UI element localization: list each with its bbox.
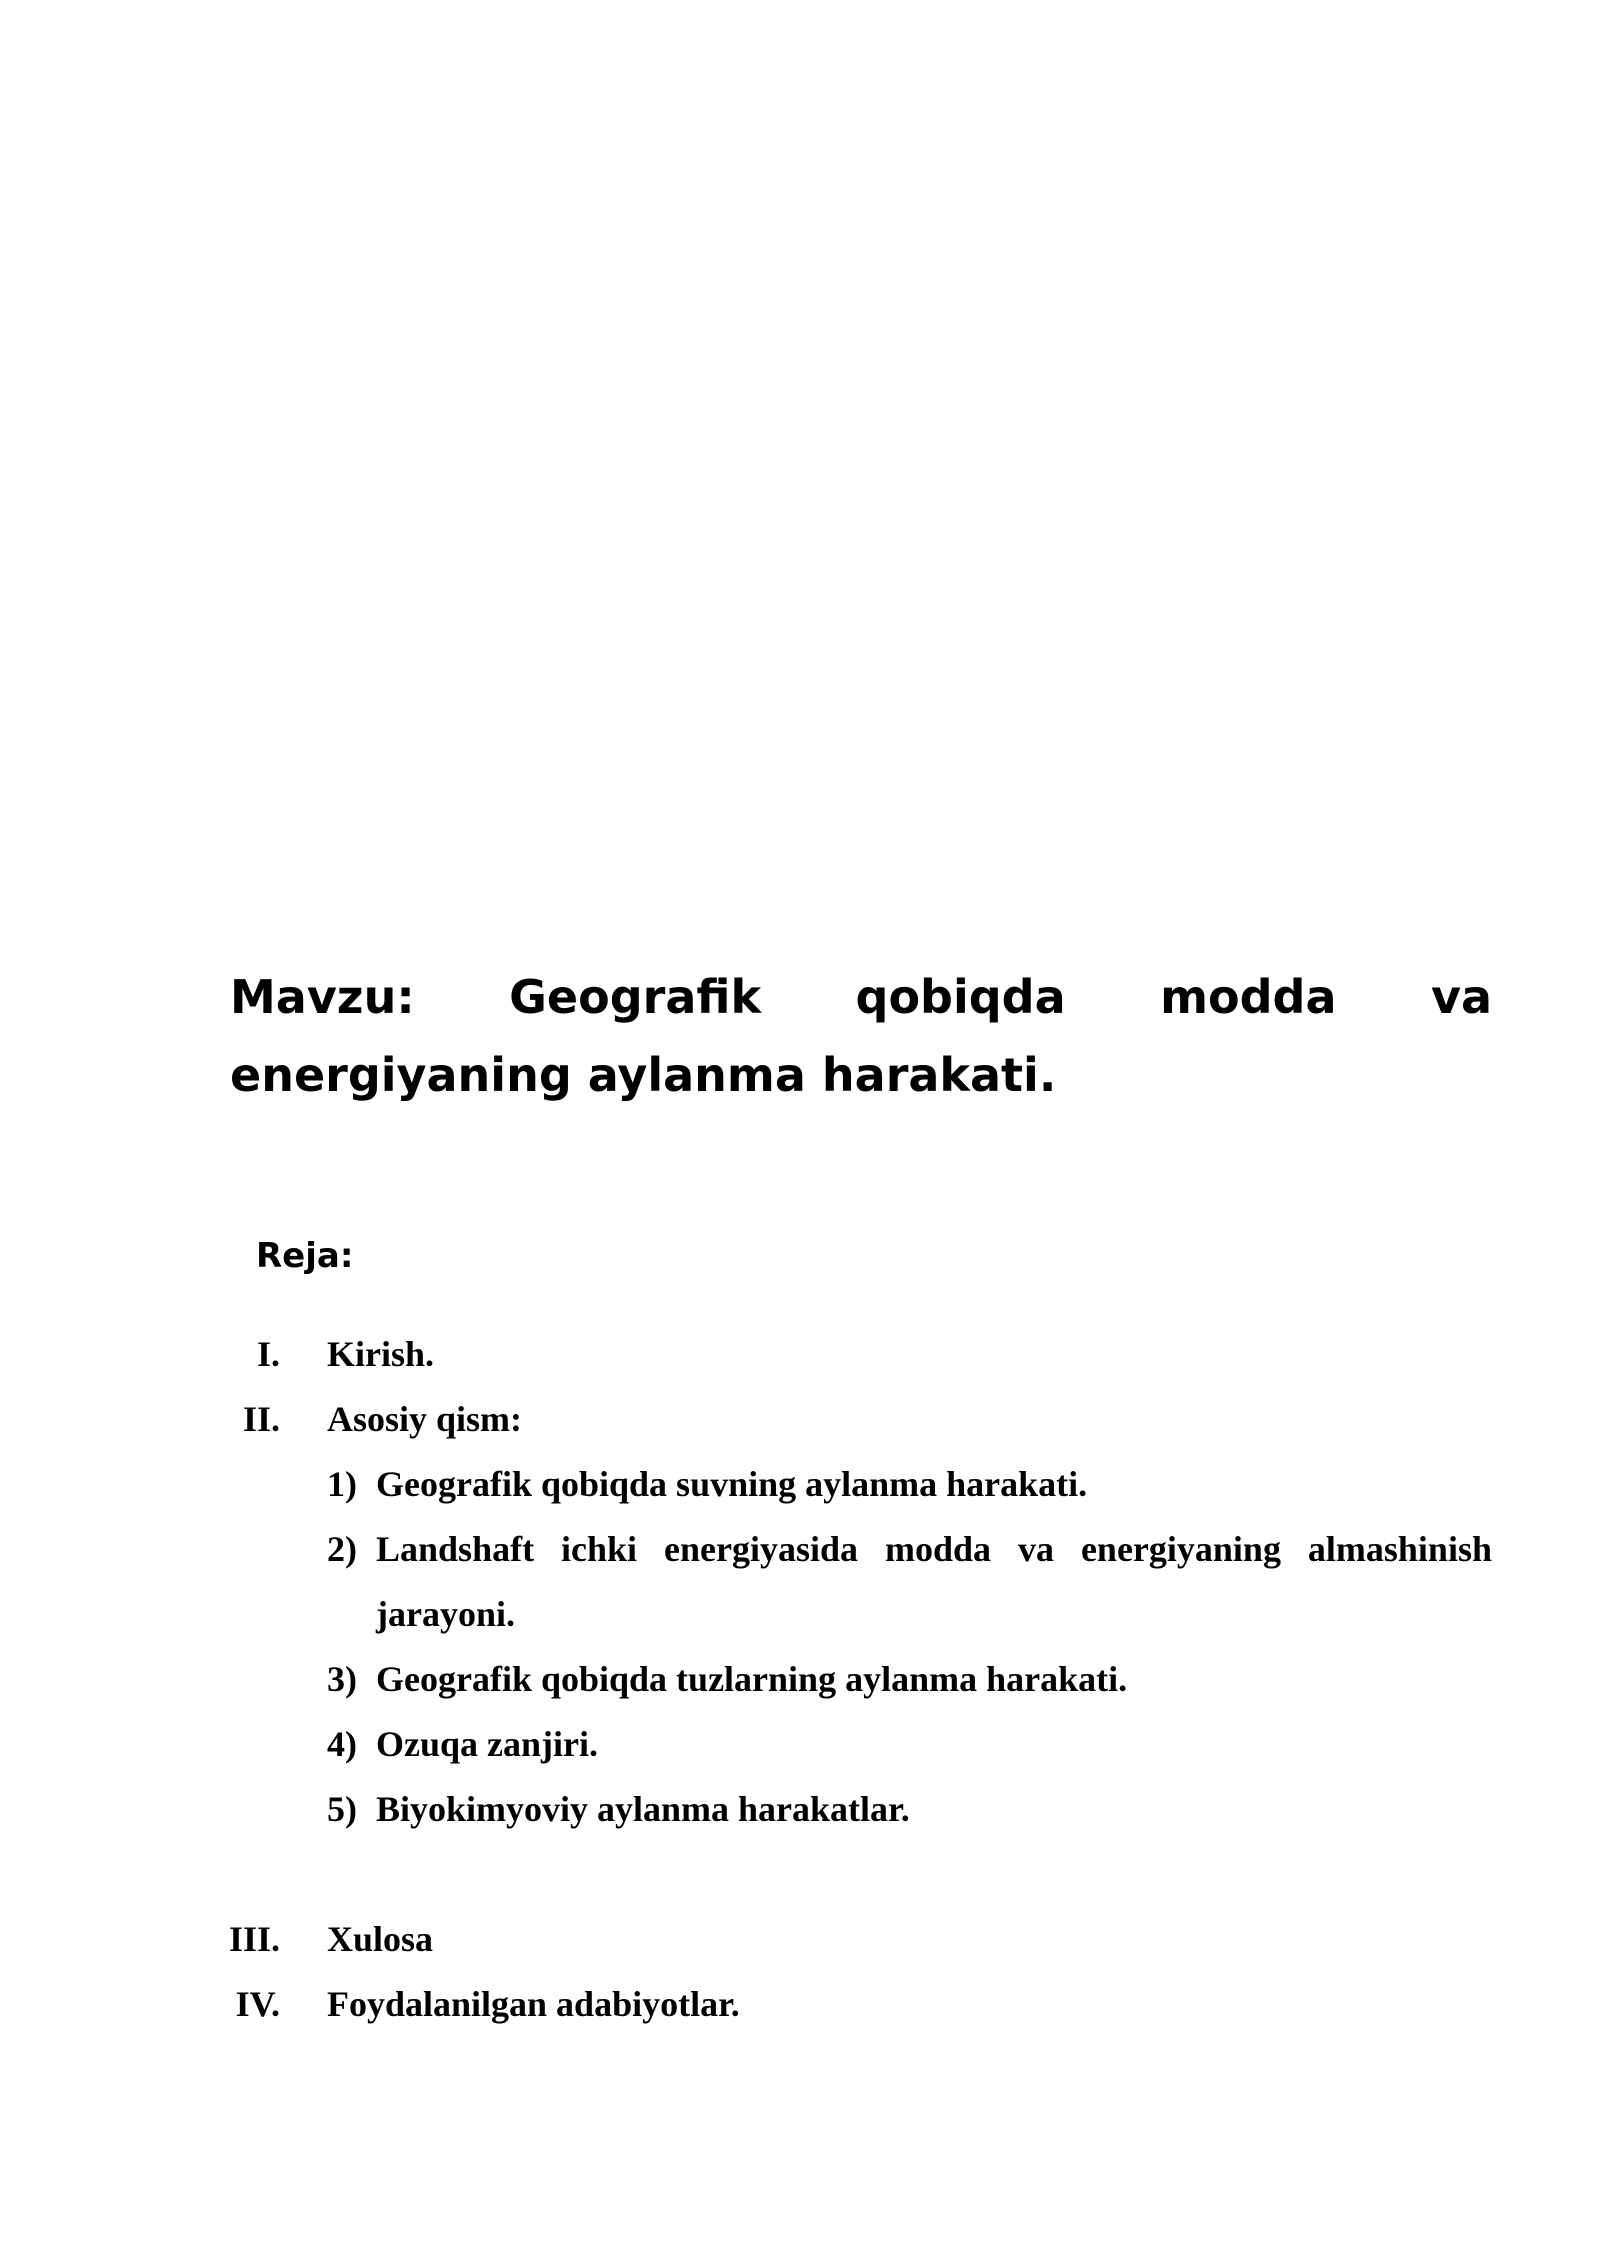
plan-subitem-label: Geografik qobiqda suvning aylanma harakati. xyxy=(376,1464,1088,1504)
plan-item-label: Asosiy qism: xyxy=(327,1399,523,1439)
plan-subitem-label: Biyokimyoviy aylanma harakatlar. xyxy=(376,1789,910,1829)
plan-subitem-2 xyxy=(0,1517,1600,1647)
plan-item-label: Foydalanilgan adabiyotlar. xyxy=(327,1984,740,2024)
plan-item-label: Xulosa xyxy=(327,1919,434,1959)
plan-item-number: II. xyxy=(242,1399,280,1439)
plan-item-number: IV. xyxy=(235,1984,280,2024)
plan-subitem-number: 2) xyxy=(327,1529,357,1569)
plan-item-main xyxy=(0,1387,1600,1452)
plan-subitem-number: 3) xyxy=(327,1659,357,1699)
plan-item-conclusion xyxy=(0,1907,1600,1972)
plan-item-references xyxy=(0,1972,1600,2037)
plan-heading: Reja: xyxy=(256,1236,354,1276)
plan-subitem-label: Ozuqa zanjiri. xyxy=(376,1724,598,1764)
plan-item-intro xyxy=(0,1322,1600,1387)
plan-subitem-number: 4) xyxy=(327,1724,357,1764)
plan-item-number: III. xyxy=(228,1919,280,1959)
plan-subitem-label: Geografik qobiqda tuzlarning aylanma harakati. xyxy=(376,1659,1128,1699)
plan-item-label: Kirish. xyxy=(327,1334,435,1374)
plan-subitem-1 xyxy=(0,1452,1600,1517)
plan-item-number: I. xyxy=(256,1334,280,1374)
plan-subitem-4 xyxy=(0,1712,1600,1777)
plan-subitem-number: 1) xyxy=(327,1464,357,1504)
plan-subitem-label: Landshaft ichki energiyasida modda va energiyaning almashinish jarayoni. xyxy=(376,1529,1492,1634)
plan-subitem-5 xyxy=(0,1777,1600,1842)
document-title: Mavzu: Geografik qobiqda modda va energiyaning aylanma harakati. xyxy=(230,970,1492,1102)
plan-subitem-3 xyxy=(0,1647,1600,1712)
plan-subitem-number: 5) xyxy=(327,1789,357,1829)
